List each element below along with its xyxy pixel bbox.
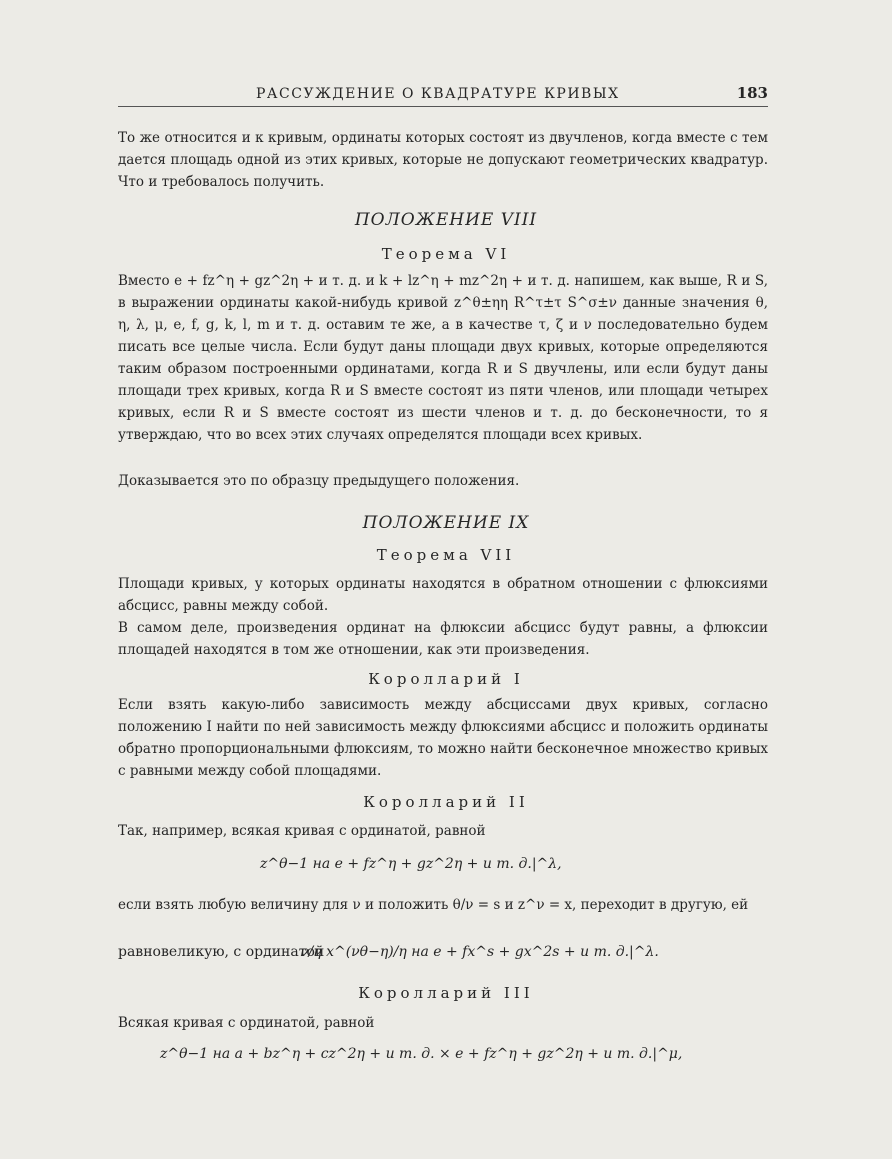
theorem-7-title: Теорема VII bbox=[376, 546, 516, 564]
formula-3: z^θ−1 на a + bz^η + cz^2η + и т. д. × e + fz^η + gz^2η + и т. д.|^μ, bbox=[160, 1046, 683, 1062]
formula-1: z^θ−1 на e + fz^η + gz^2η + и т. д.|^λ, bbox=[260, 856, 562, 872]
proposition-9-title: ПОЛОЖЕНИЕ IX bbox=[362, 513, 530, 533]
proposition-9-body: Площади кривых, у которых ординаты находятся в обратном отношении с флюксиями абсцисс, равны между собой. bbox=[118, 576, 768, 614]
proposition-8-title: ПОЛОЖЕНИЕ VIII bbox=[354, 210, 538, 230]
running-title: РАССУЖДЕНИЕ О КВАДРАТУРЕ КРИВЫХ bbox=[256, 86, 620, 102]
intro-paragraph: То же относится и к кривым, ординаты которых состоят из двучленов, когда вместе с тем дается площадь одной из этих кривых, которые не допускают геометрических квадратур. Что и требовалось получить. bbox=[118, 130, 768, 190]
page-header bbox=[118, 84, 768, 107]
corollary-1-body: Если взять какую-либо зависимость между абсциссами двух кривых, согласно положению I найти по ней зависимость между флюксиями абсцисс и положить ординаты обратно пропорциональными флюксиям, то можно найти бесконечное множество кривых с равными между собой площадями. bbox=[118, 697, 768, 779]
theorem-6-title: Теорема VI bbox=[381, 245, 511, 263]
proposition-8-body: Вместо e + fz^η + gz^2η + и т. д. и k + lz^η + mz^2η + и т. д. напишем, как выше, R и S, в выражении ординаты какой-нибудь кривой z^θ±ηη R^τ±τ S^σ±ν данные значения θ, η, λ, μ, e, f, g, k, l, m и т. д. оставим те же, а в качестве τ, ζ и ν последовательно будем писать все целые числа. Если будут даны площади двух кривых, которые определяются таким образом построенными ординатами, когда R и S двучлены, или если будут даны площади трех кривых, когда R и S вместе состоят из пяти членов, или площади четырех кривых, если R и S вместе состоят из шести членов и т. д. до бесконечности, то я утверждаю, что во всех этих случаях определятся площади всех кривых. bbox=[118, 273, 768, 443]
proposition-9-proof: В самом деле, произведения ординат на флюксии абсцисс будут равны, а флюксии площадей находятся в том же отношении, как эти произведения. bbox=[118, 620, 768, 658]
proposition-8-proof: Доказывается это по образцу предыдущего положения. bbox=[118, 473, 520, 489]
page-number: 183 bbox=[736, 84, 768, 102]
corollary-1-title: Королларий I bbox=[368, 670, 524, 688]
corollary-3-title: Королларий III bbox=[358, 984, 534, 1002]
corollary-2-mid-text: если взять любую величину для ν и положить θ/ν = s и z^ν = x, переходит в другую, ей bbox=[118, 897, 749, 913]
corollary-2-title: Королларий II bbox=[363, 793, 529, 811]
formula-2-text: равновеликую, с ординатой bbox=[118, 944, 325, 960]
formula-2: ν/η x^(νθ−η)/η на e + fx^s + gx^2s + и т. д.|^λ. bbox=[300, 944, 659, 960]
corollary-3-lead: Всякая кривая с ординатой, равной bbox=[118, 1015, 375, 1031]
corollary-2-lead: Так, например, всякая кривая с ординатой, равной bbox=[118, 823, 486, 839]
